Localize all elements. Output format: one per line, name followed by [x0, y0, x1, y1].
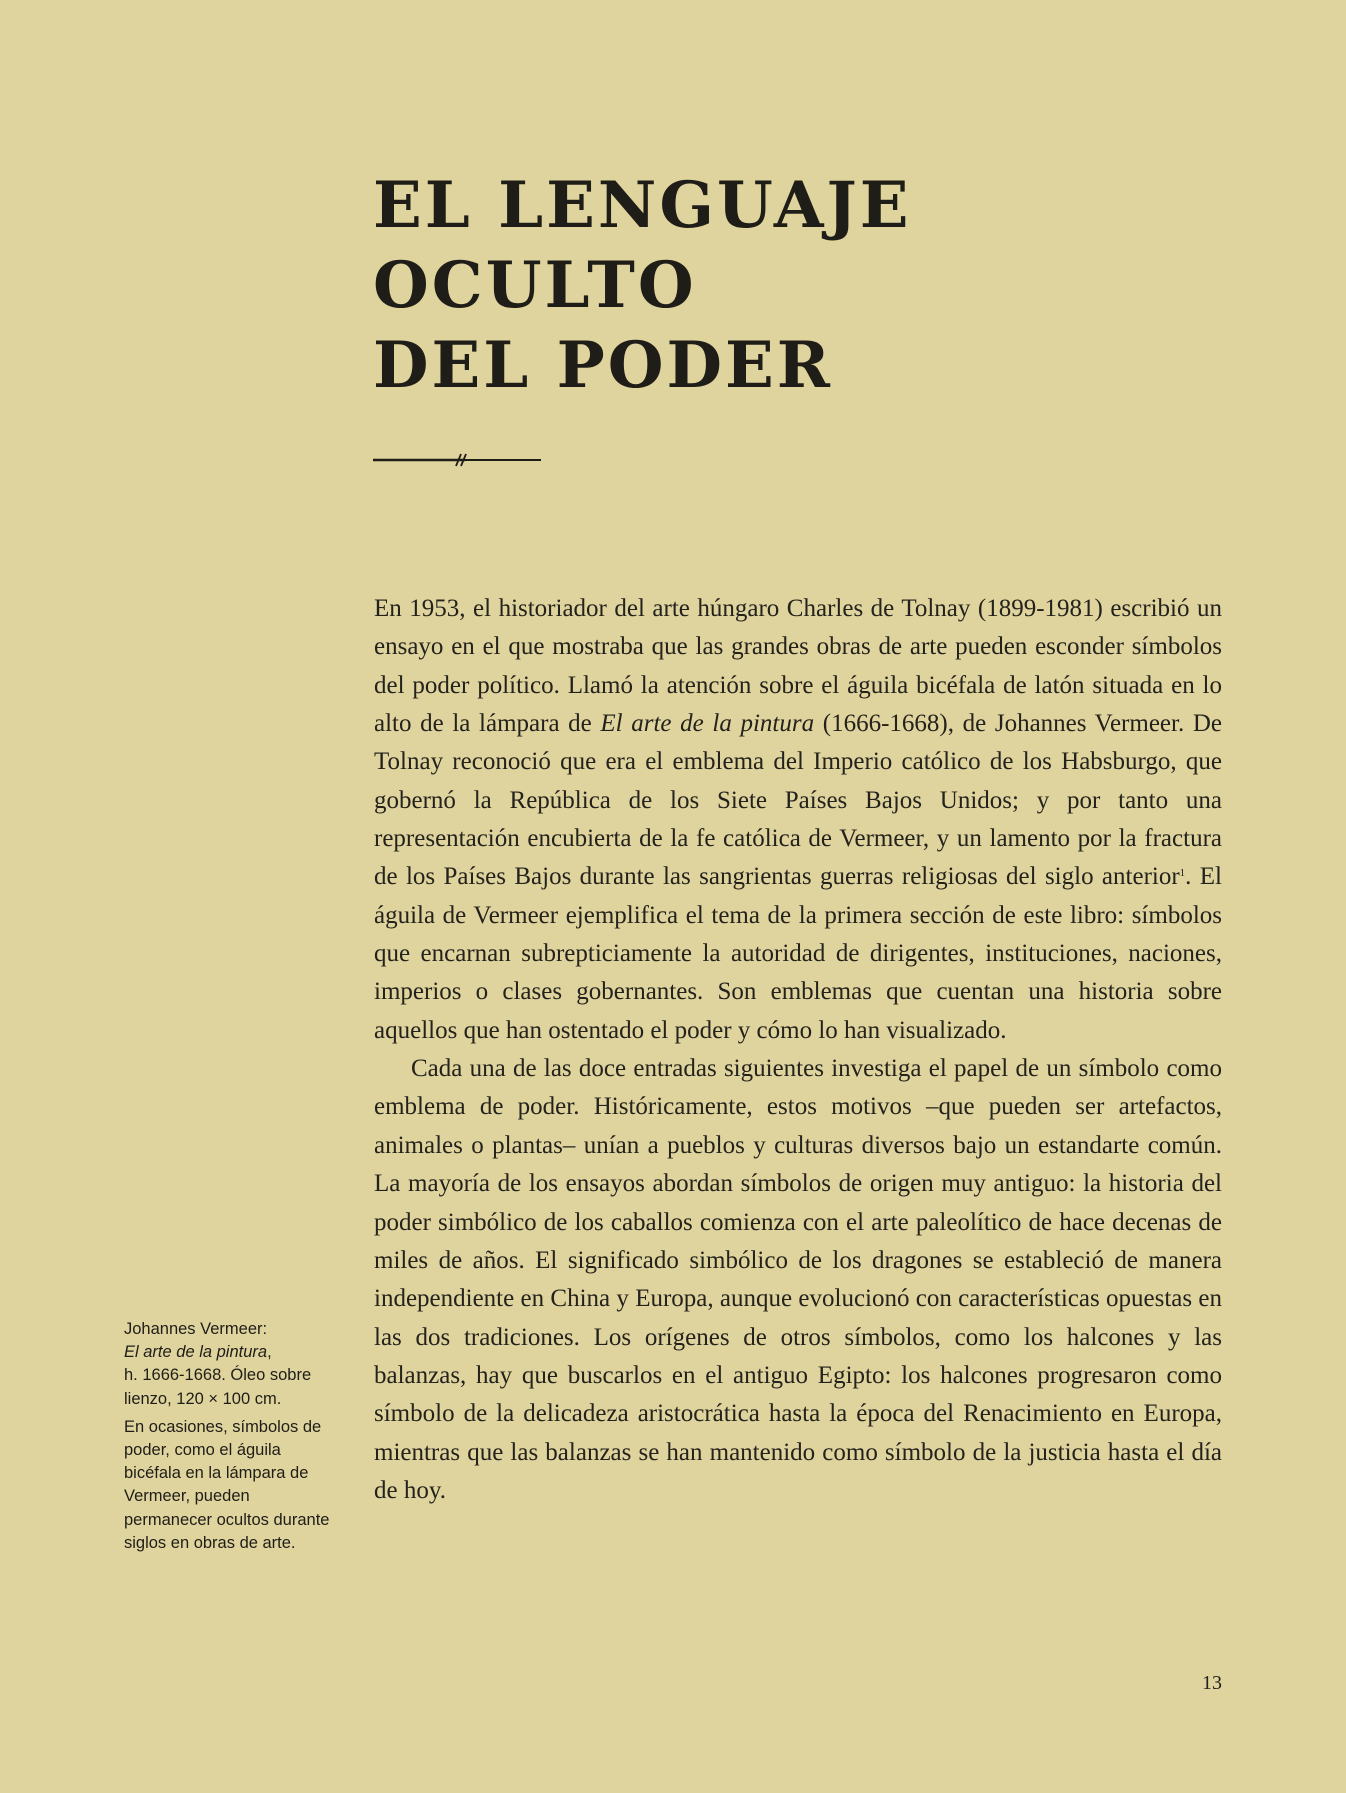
body-paragraph-1-part-b: (1666-1668), de Johannes Vermeer. De Tolnay reconoció que era el emblema del Imperio católico de los Habsburgo, que gobernó la República de los Siete Países Bajos Unidos; y por tanto una representación encubierta de la fe católica de Vermeer, y un lamento por la fractura de los Países Bajos durante las sangrientas guerras religiosas del siglo anterior — [374, 710, 1222, 891]
caption-work-line — [124, 1341, 334, 1364]
chapter-title-line-1: EL LENGUAJE — [373, 168, 912, 243]
page-number: 13 — [1202, 1672, 1222, 1694]
body-paragraph-1-part-a: En 1953, el historiador del arte húngaro Charles de Tolnay (1899-1981) escribió un ensayo en el que mostraba que las grandes obras de arte pueden esconder símbolos del poder político. Llamó la atención sobre el águila bicéfala de latón situada en lo alto de la lámpara de — [374, 595, 1222, 738]
caption-work-title: El arte de la pintura — [124, 1343, 268, 1362]
caption-artist: Johannes Vermeer: — [124, 1320, 268, 1338]
caption-note: En ocasiones, símbolos de poder, como el águila bicéfala en la lámpara de Vermeer, pueden permanecer ocultos durante siglos en obras de arte. — [124, 1417, 330, 1552]
chapter-title-line-2: OCULTO — [373, 248, 697, 323]
body-text — [374, 590, 1222, 1510]
title-divider-ornament — [373, 452, 543, 468]
body-paragraph-1-part-c: . El águila de Vermeer ejemplifica el tema de la primera sección de este libro: símbolos que encarnan subrepticiamente la autoridad de dirigentes, instituciones, naciones, imperios o clases gobernantes. Son emblemas que cuentan una historia sobre aquellos que han ostentado el poder y cómo lo han visualizado. — [374, 863, 1222, 1044]
caption-details: h. 1666-1668. Óleo sobre lienzo, 120 × 100 cm. — [124, 1366, 312, 1408]
footnote-marker: 1 — [1179, 867, 1186, 880]
body-paragraph-2: Cada una de las doce entradas siguientes investiga el papel de un símbolo como emblema de poder. Históricamente, estos motivos –que pueden ser artefactos, animales o plantas– unían a pueblos y culturas diversos bajo un estandarte común. La mayoría de los ensayos abordan símbolos de origen muy antiguo: la historia del poder simbólico de los caballos comienza con el arte paleolítico de hace decenas de miles de años. El significado simbólico de los dragones se estableció de manera independiente en China y Europa, aunque evolucionó con características opuestas en las dos tradiciones. Los orígenes de otros símbolos, como los halcones y las balanzas, hay que buscarlos en el antiguo Egipto: los halcones progresaron como símbolo de la delicadeza aristocrática hasta la época del Renacimiento en Europa, mientras que las balanzas se han mantenido como símbolo de la justicia hasta el día de hoy. — [374, 1055, 1222, 1504]
artwork-title-italic: El arte de la pintura — [600, 710, 815, 738]
chapter-title-line-3: DEL PODER — [373, 328, 833, 403]
image-caption — [124, 1318, 334, 1555]
caption-work-title-suffix: , — [267, 1343, 272, 1362]
body-paragraph-1 — [374, 590, 1222, 1050]
chapter-title — [373, 166, 912, 406]
